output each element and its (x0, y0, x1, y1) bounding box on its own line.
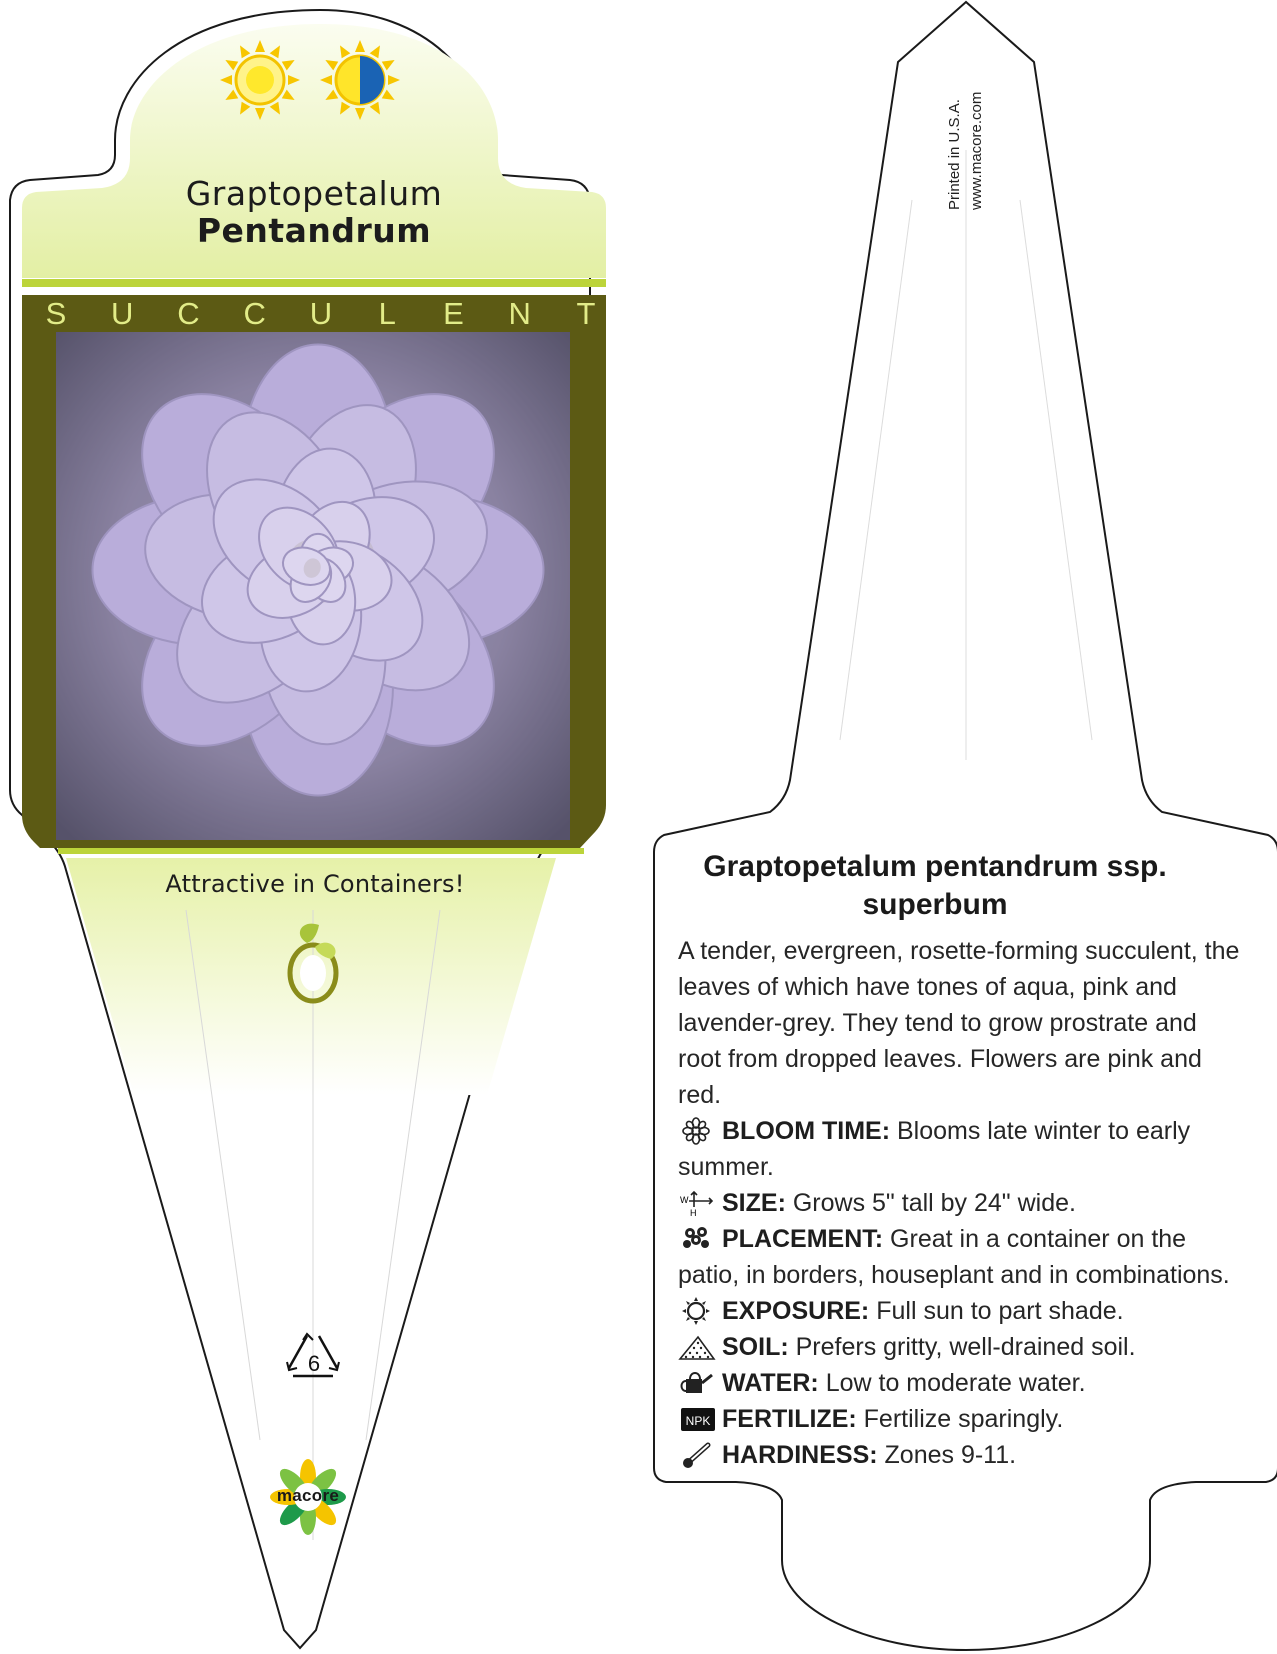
lower-accent-bar (58, 848, 584, 854)
header-accent-bar (22, 279, 606, 287)
succulent-photo (56, 332, 570, 840)
care-attribute (678, 1293, 1243, 1329)
attribute-value: Full sun to part shade. (869, 1297, 1124, 1325)
care-attribute (678, 1185, 1243, 1221)
care-info (678, 933, 1243, 1473)
attribute-value: Low to moderate water. (818, 1369, 1086, 1397)
category-letter: L (378, 296, 396, 331)
category-letter: C (243, 296, 266, 331)
category-letter: U (111, 296, 134, 331)
npk-icon (678, 1401, 722, 1437)
brand-name: macore (276, 1486, 340, 1505)
website: www.macore.com (968, 91, 985, 210)
category-letter: T (576, 296, 596, 331)
care-attribute (678, 1401, 1243, 1437)
sun-outline-icon (678, 1293, 722, 1329)
care-attribute (678, 1437, 1243, 1473)
printed-origin: Printed in U.S.A. (946, 99, 963, 210)
category-letter: E (443, 296, 464, 331)
category-letter: N (508, 296, 531, 331)
category-letter: S (45, 296, 67, 331)
attribute-value: Grows 5" tall by 24" wide. (785, 1189, 1076, 1217)
attribute-value: Prefers gritty, well-drained soil. (788, 1333, 1136, 1361)
plant-species: Pentandrum (196, 211, 432, 250)
flower-icon (678, 1113, 722, 1149)
attribute-label: WATER: (722, 1369, 819, 1397)
attribute-label: EXPOSURE: (722, 1297, 870, 1325)
botanical-name: Graptopetalum pentandrum ssp. superbum (703, 850, 1167, 921)
attribute-label: SOIL: (722, 1333, 789, 1361)
soil-mound-icon (678, 1329, 722, 1365)
recycle-number: 6 (307, 1351, 321, 1376)
watering-can-icon (678, 1365, 722, 1401)
attribute-value: Great in a container on the patio, in borders, houseplant and in combinations. (678, 1225, 1230, 1289)
care-attribute (678, 1113, 1243, 1185)
care-attribute (678, 1221, 1243, 1293)
attribute-label: HARDINESS: (722, 1441, 878, 1469)
description: A tender, evergreen, rosette-forming succulent, the leaves of which have tones of aqua, pink and lavender-grey. They tend to grow prostrate and root from dropped leaves. Flowers are pink and red. (678, 937, 1240, 1109)
care-attribute (678, 1365, 1243, 1401)
thermometer-icon (678, 1437, 722, 1473)
attribute-label: SIZE: (722, 1189, 786, 1217)
attribute-label: PLACEMENT: (722, 1225, 884, 1253)
attribute-label: FERTILIZE: (722, 1405, 857, 1433)
attribute-value: Fertilize sparingly. (856, 1405, 1064, 1433)
svg-text:W: W (680, 1195, 689, 1205)
printing-note (944, 30, 988, 210)
placement-flowers-icon (678, 1221, 722, 1257)
svg-text:H: H (690, 1208, 697, 1217)
plant-category (36, 296, 606, 330)
plant-genus: Graptopetalum (185, 174, 443, 213)
size-arrows-icon (678, 1185, 722, 1221)
attribute-label: BLOOM TIME: (722, 1117, 891, 1145)
care-attribute (678, 1329, 1243, 1365)
attribute-value: Blooms late winter to early summer. (678, 1117, 1191, 1181)
category-letter: C (177, 296, 200, 331)
npk-label: NPK (685, 1414, 711, 1428)
category-letter: U (309, 296, 333, 331)
tagline: Attractive in Containers! (165, 870, 465, 898)
attribute-value: Zones 9-11. (877, 1441, 1017, 1469)
